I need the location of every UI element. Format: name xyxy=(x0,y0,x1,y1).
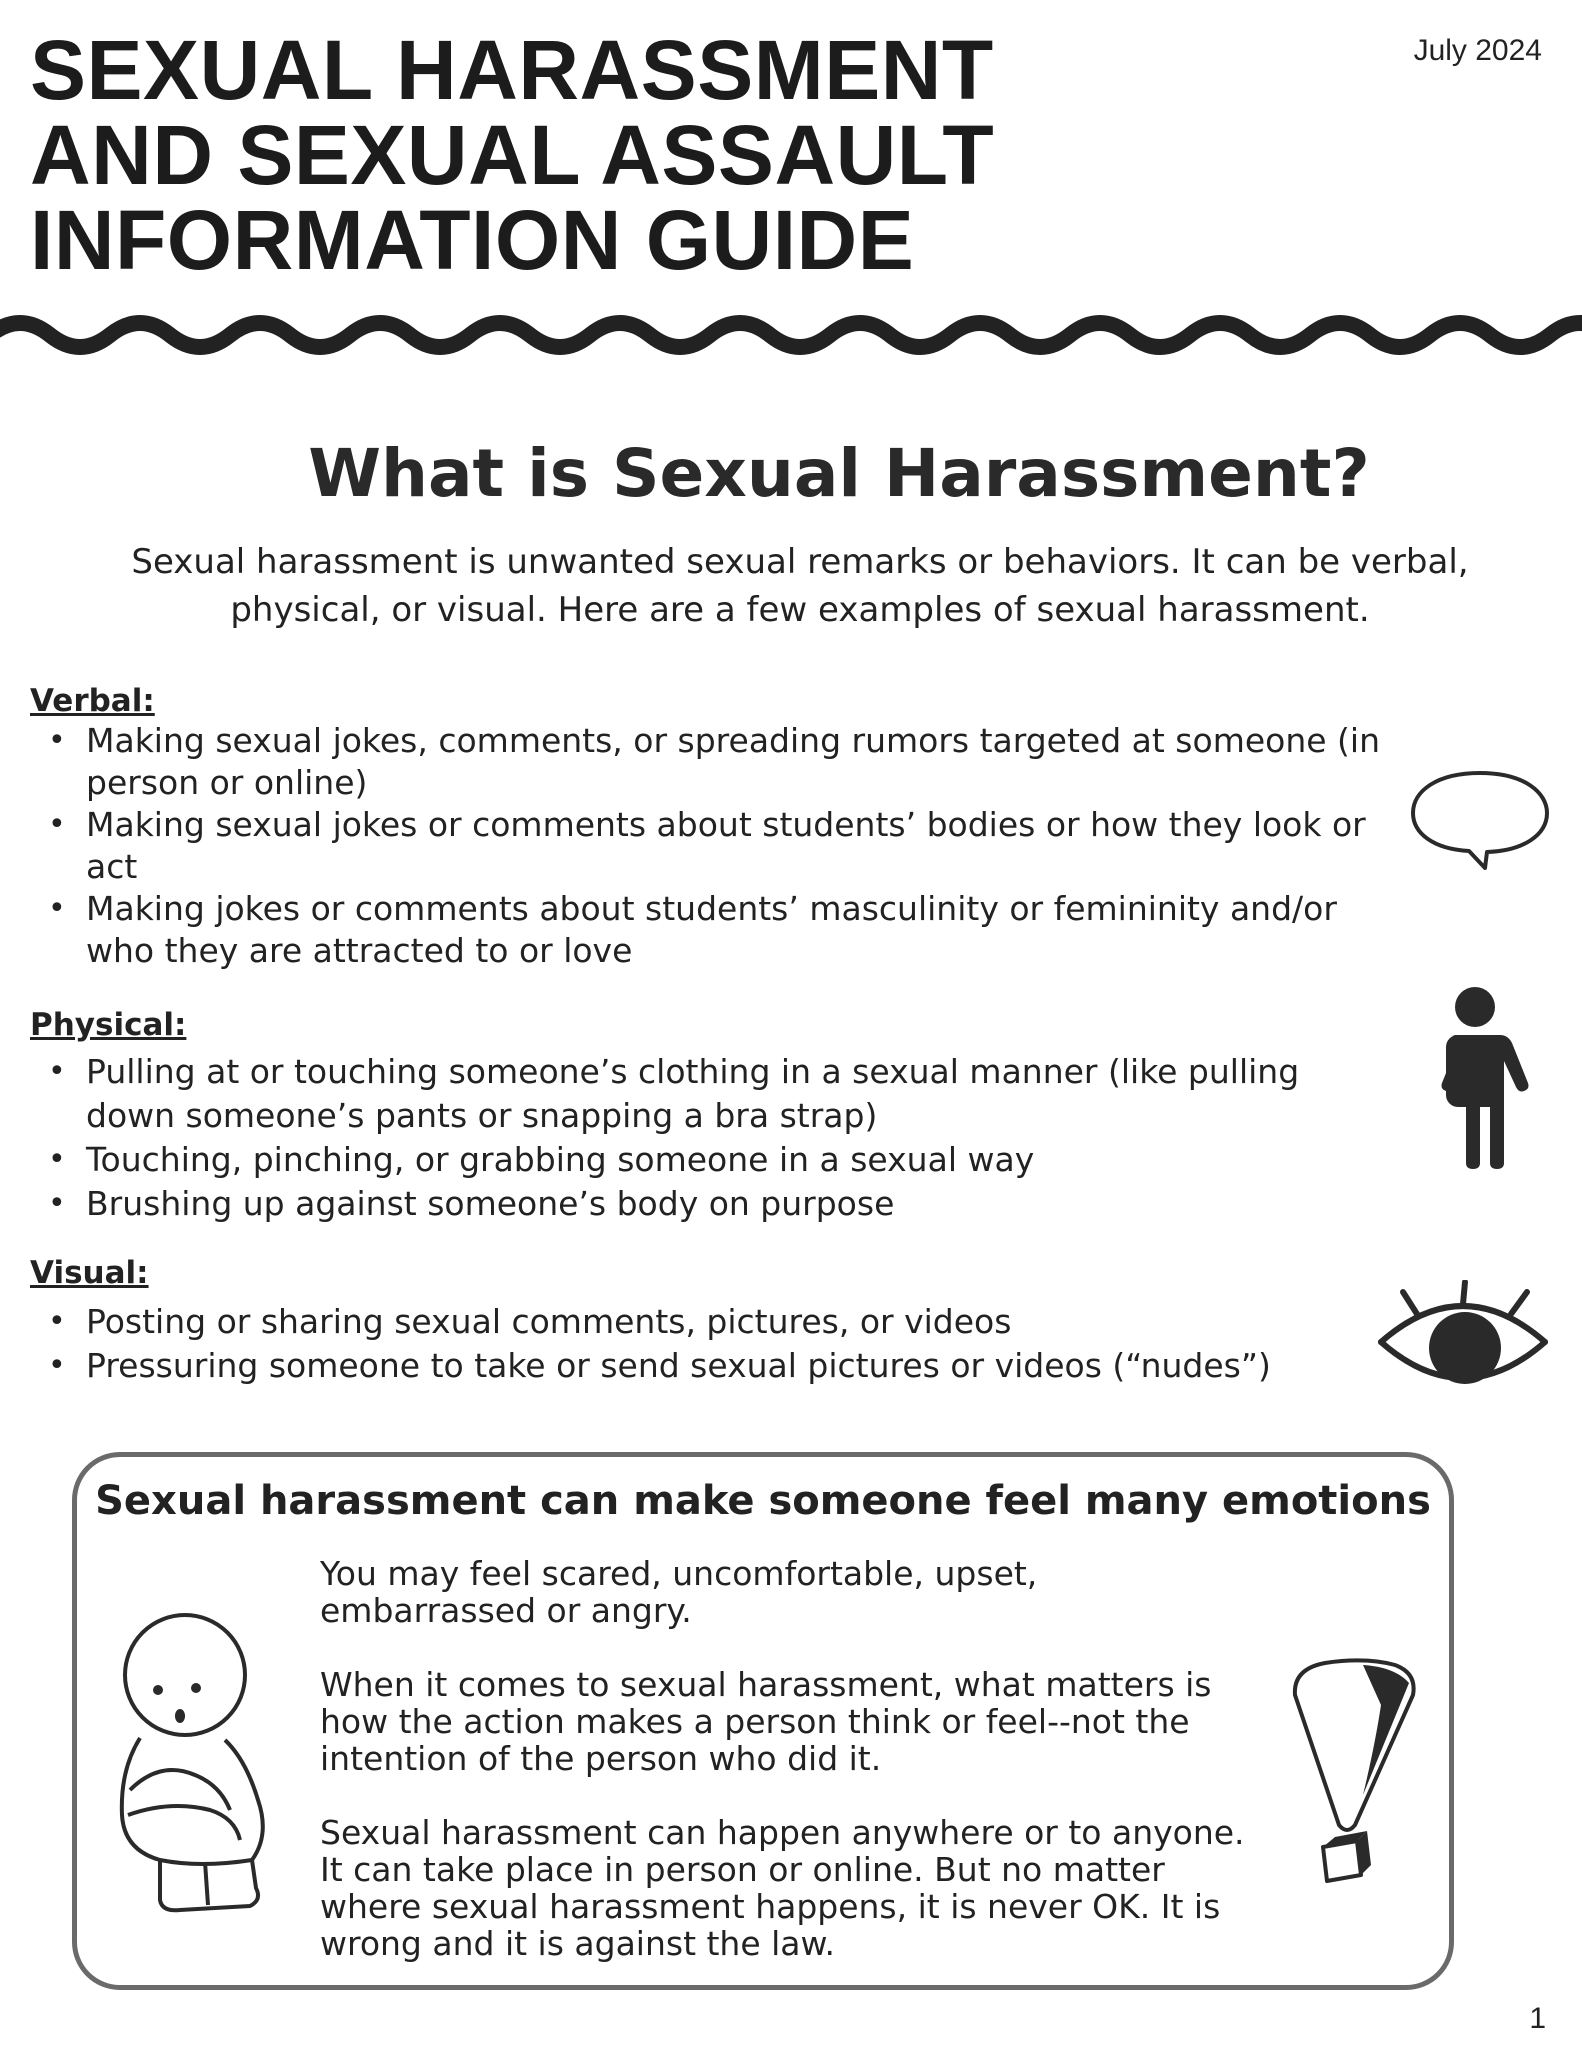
title-line-1: SEXUAL HARASSMENT xyxy=(30,23,994,117)
list-item: • Touching, pinching, or grabbing someone in a sexual way xyxy=(86,1138,1316,1182)
speech-bubble-icon xyxy=(1405,765,1555,875)
page-title xyxy=(30,23,995,287)
list-item: • Making sexual jokes, comments, or spreading rumors targeted at someone (in person or online) xyxy=(86,720,1406,804)
emotions-paragraph: Sexual harassment can happen anywhere or to anyone. It can take place in person or online. But no matter where sexual harassment happens, it is never OK. It is wrong and it is against the law. xyxy=(320,1813,1245,1963)
verbal-heading: Verbal: xyxy=(30,683,155,719)
person-icon xyxy=(1420,985,1530,1170)
verbal-list xyxy=(48,720,1406,972)
physical-heading: Physical: xyxy=(30,1007,187,1043)
eye-icon xyxy=(1375,1280,1550,1400)
sad-person-icon xyxy=(100,1600,280,1920)
title-line-2: AND SEXUAL ASSAULT xyxy=(30,108,995,202)
page-number: 1 xyxy=(1529,2002,1546,2035)
visual-list xyxy=(48,1300,1386,1388)
emotions-panel-title: Sexual harassment can make someone feel many emotions xyxy=(95,1478,1431,1524)
list-item: • Brushing up against someone’s body on purpose xyxy=(86,1182,1316,1226)
list-item: • Posting or sharing sexual comments, pictures, or videos xyxy=(86,1300,1386,1344)
wavy-divider xyxy=(0,305,1582,365)
list-item: • Making jokes or comments about students’ masculinity or femininity and/or who they are attracted to or love xyxy=(86,888,1406,972)
list-item: • Making sexual jokes or comments about students’ bodies or how they look or act xyxy=(86,804,1406,888)
list-item: • Pressuring someone to take or send sexual pictures or videos (“nudes”) xyxy=(86,1344,1386,1388)
emotions-paragraph: You may feel scared, uncomfortable, upset, embarrassed or angry. xyxy=(320,1554,1038,1630)
title-line-3: INFORMATION GUIDE xyxy=(30,193,915,287)
section-intro: Sexual harassment is unwanted sexual remarks or behaviors. It can be verbal, physical, or visual. Here are a few examples of sexual harassment. xyxy=(131,542,1469,630)
section-heading: What is Sexual Harassment? xyxy=(308,435,1370,512)
visual-heading: Visual: xyxy=(30,1255,149,1291)
exclamation-icon xyxy=(1285,1655,1425,1895)
emotions-panel-text xyxy=(320,1555,1250,1999)
emotions-paragraph: When it comes to sexual harassment, what matters is how the action makes a person think or feel--not the intention of the person who did it. xyxy=(320,1665,1212,1778)
list-item: • Pulling at or touching someone’s clothing in a sexual manner (like pulling down someone’s pants or snapping a bra strap) xyxy=(86,1050,1316,1138)
publication-date: July 2024 xyxy=(1413,34,1542,67)
physical-list xyxy=(48,1050,1316,1226)
